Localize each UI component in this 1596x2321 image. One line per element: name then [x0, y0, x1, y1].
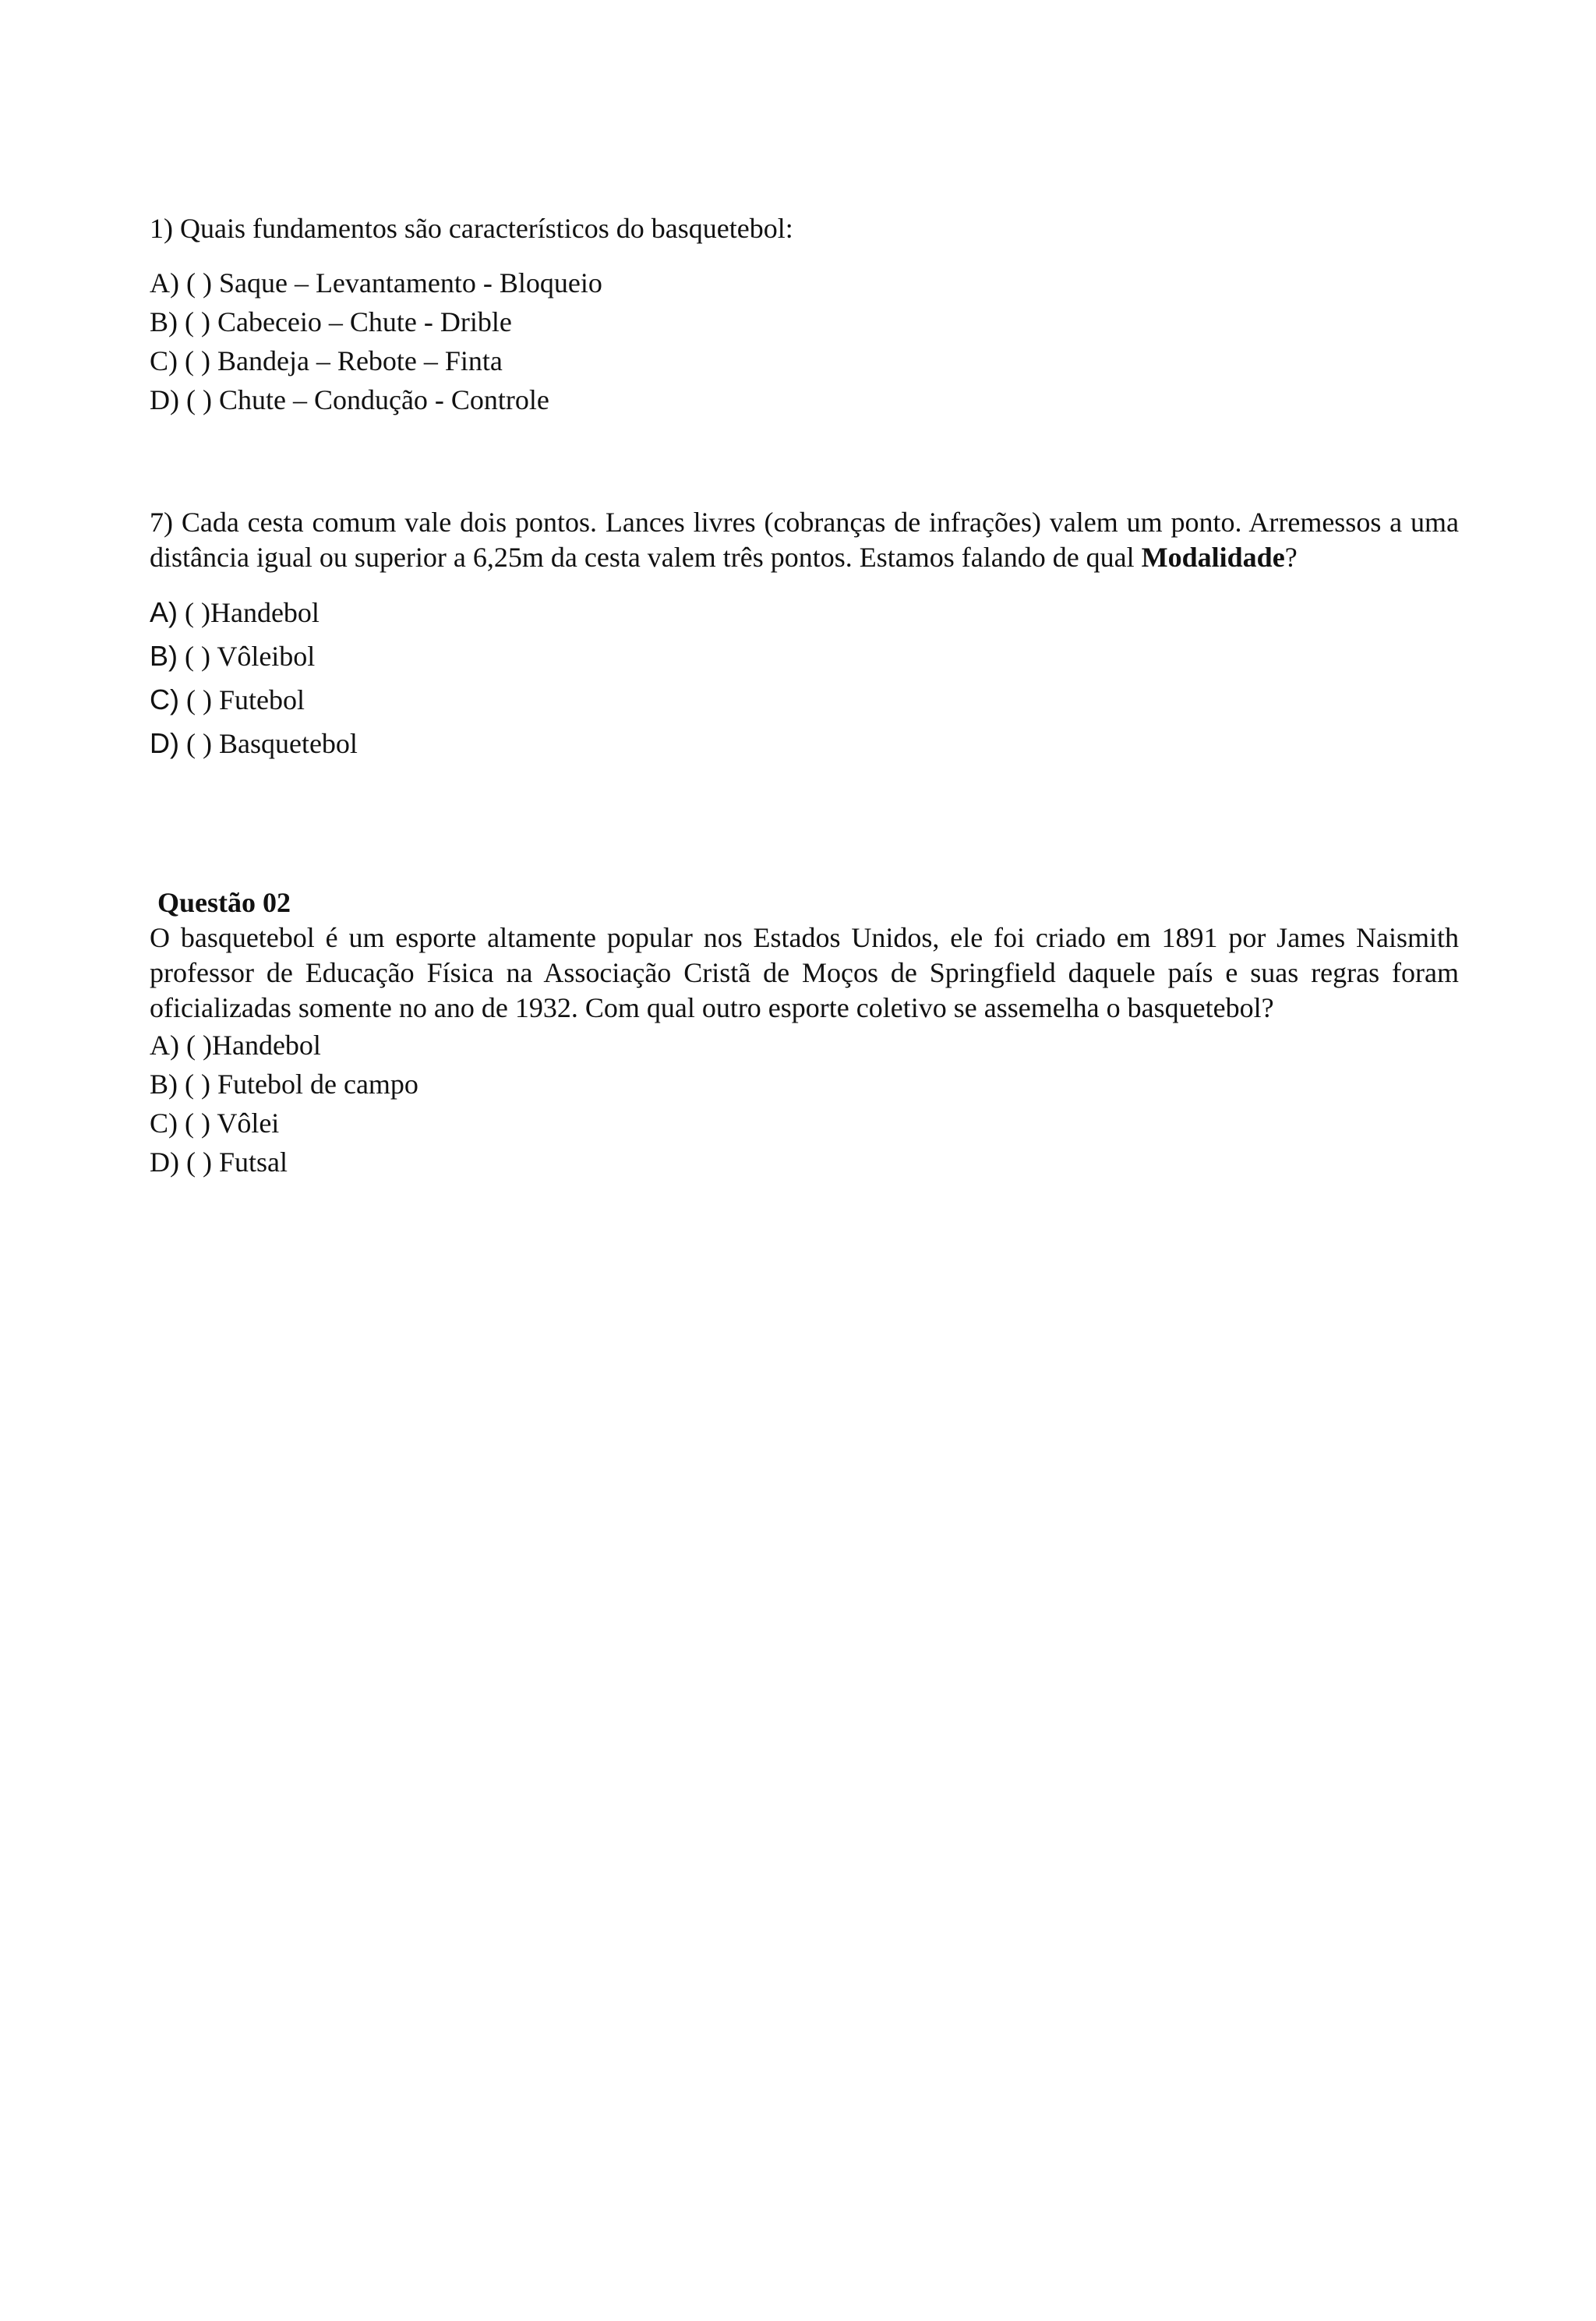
question-1-prompt: 1) Quais fundamentos são característicos do basquetebol: — [150, 213, 793, 244]
question-02-option-d: D) ( ) Futsal — [150, 1146, 288, 1178]
question-02-options — [150, 1026, 1459, 1182]
question-1-option-c: C) ( ) Bandeja – Rebote – Finta — [150, 345, 503, 376]
question-7-prompt — [150, 505, 1459, 575]
question-02-option-a: A) ( )Handebol — [150, 1030, 321, 1061]
option-text: ( )Handebol — [178, 597, 320, 628]
option-text: ( ) Basquetebol — [179, 728, 358, 759]
question-7-options — [150, 591, 1459, 765]
question-1-option-a: A) ( ) Saque – Levantamento - Bloqueio — [150, 267, 602, 299]
question-02 — [150, 885, 1459, 1182]
question-7-option-d — [150, 722, 1459, 765]
option-letter: A) — [150, 596, 178, 628]
question-7-option-a — [150, 591, 1459, 634]
question-1-option-d: D) ( ) Chute – Condução - Controle — [150, 384, 549, 415]
option-text: ( ) Vôleibol — [178, 641, 316, 672]
option-letter: D) — [150, 727, 179, 759]
question-02-option-c: C) ( ) Vôlei — [150, 1108, 280, 1139]
question-7-option-b — [150, 634, 1459, 678]
question-02-text: O basquetebol é um esporte altamente popular nos Estados Unidos, ele foi criado em 1891 por James Naismith professor de Educação Física na Associação Cristã de Moços de Springfield daquele país e suas regras foram oficializadas somente no ano de 1932. Com qual outro esporte coletivo se assemelha o basquetebol? — [150, 922, 1459, 1023]
question-7-prompt-keyword: Modalidade — [1141, 542, 1285, 573]
question-1-options — [150, 263, 1459, 419]
question-7 — [150, 505, 1459, 765]
question-7-option-c — [150, 678, 1459, 722]
question-02-option-b: B) ( ) Futebol de campo — [150, 1069, 418, 1100]
option-text: ( ) Futebol — [179, 684, 305, 715]
question-02-title: Questão 02 — [157, 887, 291, 918]
question-1-option-b: B) ( ) Cabeceio – Chute - Drible — [150, 306, 512, 337]
question-7-prompt-end: ? — [1284, 542, 1298, 573]
question-7-prompt-text: 7) Cada cesta comum vale dois pontos. Lances livres (cobranças de infrações) valem um ponto. Arremessos a uma distância igual ou superior a 6,25m da cesta valem três pontos. Estamos falando de qual — [150, 507, 1459, 573]
question-1 — [150, 209, 1459, 419]
option-letter: C) — [150, 684, 179, 715]
option-letter: B) — [150, 640, 178, 672]
